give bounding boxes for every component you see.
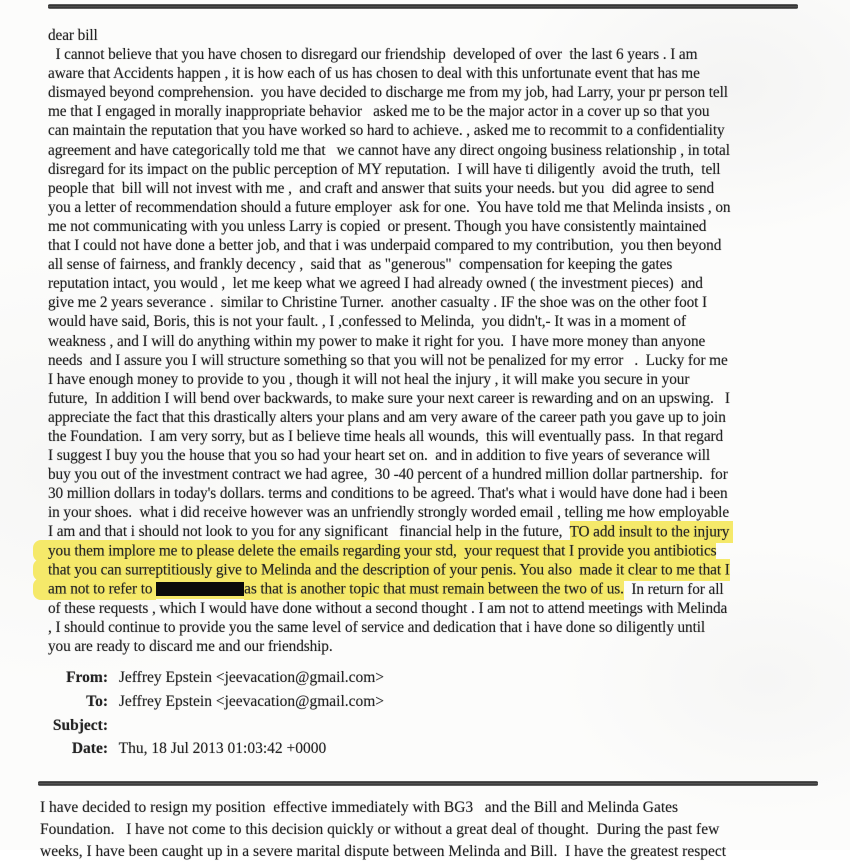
redaction-box	[156, 582, 244, 596]
highlighted-text: you them implore me to please delete the emails regarding your std, your request that I provide you antibiotics	[33, 540, 716, 562]
header-value	[115, 717, 119, 734]
letter-line	[48, 408, 838, 427]
letter-line	[48, 26, 838, 45]
header-label: From:	[66, 669, 108, 686]
letter-line	[48, 332, 838, 351]
letter-text: people that bill will not invest with me , and craft and answer that suits your needs. but you did agree to send	[48, 179, 715, 197]
letter-text: you a letter of recommendation should a future employer ask for one. You have told me that Melinda insists , on	[48, 198, 731, 216]
letter-line	[48, 83, 838, 102]
letter-text: agreement and have categorically told me that we cannot have any direct ongoing business relationship , in total	[48, 141, 730, 159]
letter-text: disregard for its impact on the public perception of MY reputation. I will have ti diligently avoid the truth, tell	[48, 160, 721, 178]
letter-text: 30 million dollars in today's dollars. terms and conditions to be agreed. That's what i would have done had i been	[48, 485, 728, 503]
letter-line	[48, 236, 838, 255]
letter-text: dismayed beyond comprehension. you have decided to discharge me from my job, had Larry, your pr person tell	[48, 84, 728, 102]
letter-line	[48, 580, 838, 599]
email-header-row	[40, 714, 640, 738]
letter-line	[48, 160, 838, 179]
letter-line	[48, 370, 838, 389]
letter-line	[48, 542, 838, 561]
letter-line	[48, 484, 838, 503]
letter-line	[48, 293, 838, 312]
highlighted-text: TO add insult to the injury	[570, 521, 733, 543]
letter-line	[48, 522, 838, 541]
letter-text: I have enough money to provide to you , though it will not heal the injury , it will make you secure in your	[48, 370, 690, 388]
letter-line	[48, 217, 838, 236]
letter-line	[48, 637, 838, 656]
resignation-paragraph	[40, 797, 830, 862]
letter-text: of these requests , which I would have done without a second thought . I am not to attend meetings with Melinda	[48, 599, 728, 617]
footer-line: weeks, I have been caught up in a severe marital dispute between Melinda and Bill. I have the greatest respect	[40, 842, 727, 860]
header-value: Jeffrey Epstein <jeevacation@gmail.com>	[115, 669, 385, 686]
letter-text: that I could not have done a better job, and that i was underpaid compared to my contribution, you then beyond	[48, 237, 722, 255]
letter-text: would have said, Boris, this is not your fault. , I ,confessed to Melinda, you didn't,- It was in a moment of	[48, 313, 686, 331]
letter-text: can maintain the reputation that you have worked so hard to achieve. , asked me to recommit to a confidentiality	[48, 122, 725, 140]
highlighted-text: that you can surreptitiously give to Melinda and the description of your penis. You also made it clear to me that I	[33, 559, 730, 581]
letter-text: needs and I assure you I will structure something so that you will not be penalized for my error . Lucky for me	[48, 351, 728, 369]
letter-text: the Foundation. I am very sorry, but as I believe time heals all wounds, this will eventually pass. In that regard	[48, 427, 724, 445]
top-divider-line	[48, 4, 798, 9]
email-header-row	[40, 737, 640, 761]
letter-text: future, In addition I will bend over backwards, to make sure your next career is rewarding and on an upswing. I	[48, 389, 730, 407]
letter-line	[48, 64, 838, 83]
letter-line	[48, 141, 838, 160]
letter-line	[48, 618, 838, 637]
letter-text: in your shoes. what i did receive however was an unfriendly strongly worded email , telling me how employable	[48, 504, 730, 522]
letter-line	[48, 255, 838, 274]
letter-text: all sense of fairness, and frankly decency , said that as "generous" compensation for keeping the gates	[48, 256, 673, 274]
letter-line	[48, 198, 838, 217]
letter-text: weakness , and I will do anything within my power to make it right for you. I have more money than anyone	[48, 332, 706, 350]
letter-text: I suggest I buy you the house that you so had your heart set on. and in addition to five years of severance will	[48, 447, 711, 465]
header-value: Thu, 18 Jul 2013 01:03:42 +0000	[115, 740, 327, 758]
email-header-row	[40, 666, 640, 690]
highlighted-text: as that is another topic that must remain between the two of us.	[244, 578, 624, 600]
letter-line	[48, 312, 838, 331]
footer-line: Foundation. I have not come to this decision quickly or without a great deal of thought. During the past few	[40, 820, 720, 838]
letter-text: In return for all	[623, 580, 724, 598]
header-label: Subject:	[52, 716, 108, 734]
letter-text: aware that Accidents happen , it is how each of us has chosen to deal with this unfortunate event that has me	[48, 65, 700, 83]
letter-line	[48, 45, 838, 64]
letter-line	[48, 503, 838, 522]
letter-line	[48, 389, 838, 408]
letter-line	[48, 121, 838, 140]
letter-line	[48, 274, 838, 293]
letter-line	[48, 427, 838, 446]
letter-line	[48, 446, 838, 465]
letter-text: give me 2 years severance . similar to Christine Turner. another casualty . IF the shoe was on the other foot I	[48, 294, 708, 312]
letter-text: you are ready to discard me and our friendship.	[48, 638, 333, 655]
header-label: Date:	[71, 740, 108, 758]
letter-line	[48, 561, 838, 580]
letter-text: , I should continue to provide you the same level of service and dedication that i have done so diligently until	[48, 618, 706, 636]
email-body-text	[48, 26, 838, 656]
letter-text: me that I engaged in morally inappropriate behavior asked me to be the major actor in a cover up so that you	[48, 103, 710, 121]
letter-text: dear bill	[48, 27, 98, 44]
letter-line	[48, 465, 838, 484]
letter-text: I cannot believe that you have chosen to disregard our friendship developed of over the last 6 years . I am	[48, 46, 698, 64]
letter-text: I am and that i should not look to you for any significant financial help in the future,	[48, 523, 570, 541]
highlighted-text: am not to refer to	[33, 578, 156, 600]
email-header-row	[40, 690, 640, 714]
letter-text: buy you out of the investment contract we had agree, 30 -40 percent of a hundred million dollar partnership. for	[48, 466, 728, 484]
email-header-block	[40, 666, 640, 761]
letter-text: reputation intact, you would , let me keep what we agreed I had already owned ( the investment pieces) and	[48, 275, 703, 293]
letter-line	[48, 179, 838, 198]
letter-line	[48, 351, 838, 370]
footer-line: I have decided to resign my position effective immediately with BG3 and the Bill and Melinda Gates	[40, 799, 679, 816]
letter-text: appreciate the fact that this drastically alters your plans and am very aware of the career path you gave up to join	[48, 408, 726, 426]
letter-text: me not communicating with you unless Larry is copied or present. Though you have consistently maintained	[48, 217, 707, 235]
letter-line	[48, 599, 838, 618]
header-label: To:	[86, 692, 108, 710]
header-value: Jeffrey Epstein <jeevacation@gmail.com>	[115, 692, 385, 710]
letter-line	[48, 102, 838, 121]
section-divider-line	[38, 781, 818, 786]
